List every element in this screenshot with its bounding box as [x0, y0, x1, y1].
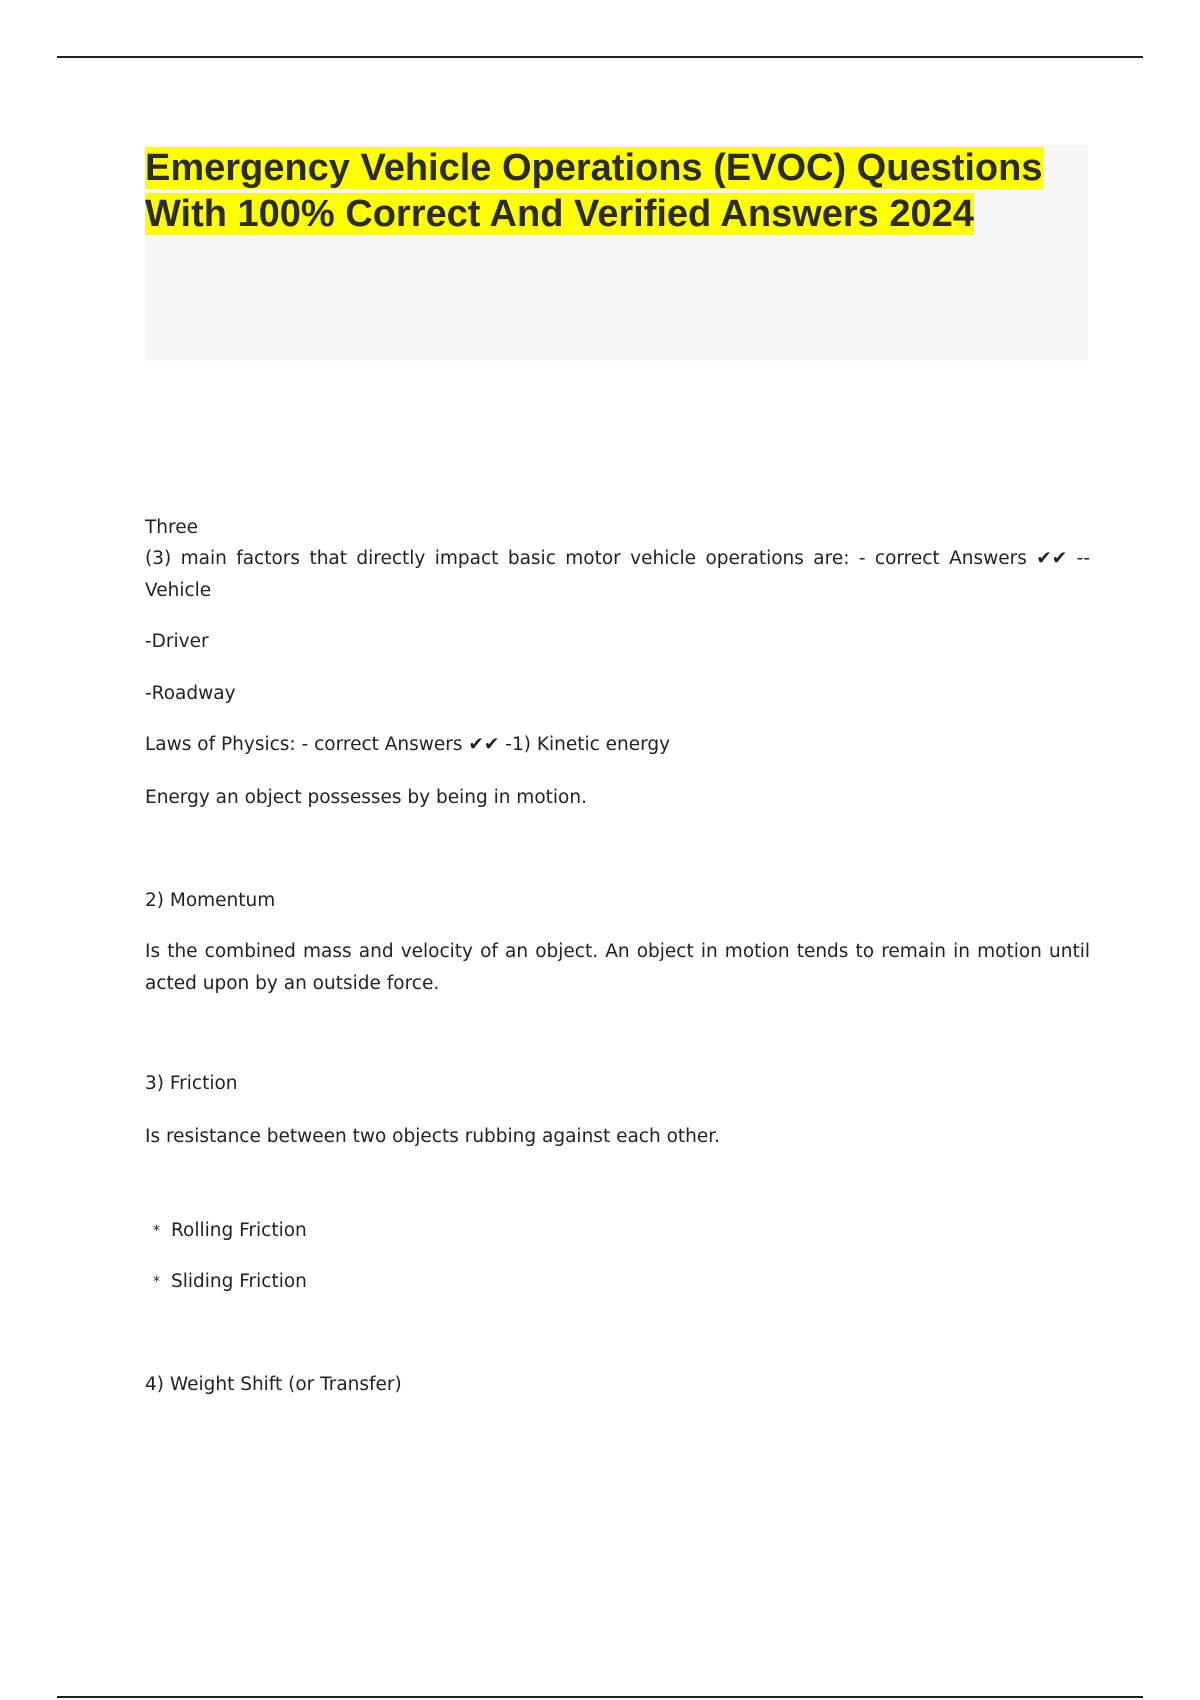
- footer-rule: [57, 1696, 1143, 1698]
- q1-answer-roadway: -Roadway: [145, 683, 236, 704]
- title-highlight: Emergency Vehicle Operations (EVOC) Questions With 100% Correct And Verified Answers 2024: [145, 147, 1043, 235]
- bullet-label: Sliding Friction: [171, 1271, 307, 1292]
- bullet-icon: *: [153, 1274, 160, 1290]
- friction-definition: Is resistance between two objects rubbing against each other.: [145, 1126, 721, 1147]
- q1-text: (3) main factors that directly impact basic motor vehicle operations are: - correct Answers ✔✔ --Vehicle: [145, 548, 1090, 601]
- momentum-heading: 2) Momentum: [145, 890, 276, 911]
- bullet-sliding-friction: [153, 1266, 1098, 1298]
- bullet-rolling-friction: [153, 1215, 1098, 1247]
- title-block: [145, 145, 1088, 361]
- header-rule: [57, 56, 1143, 58]
- weight-shift-heading: 4) Weight Shift (or Transfer): [145, 1374, 402, 1395]
- q2-text: Laws of Physics: - correct Answers ✔✔ -1) Kinetic energy: [145, 734, 671, 755]
- bullet-icon: *: [153, 1223, 160, 1239]
- kinetic-energy-definition: Energy an object possesses by being in motion.: [145, 787, 587, 808]
- q1-intro: Three: [145, 517, 198, 538]
- bullet-label: Rolling Friction: [171, 1220, 307, 1241]
- momentum-definition: Is the combined mass and velocity of an object. An object in motion tends to remain in motion until acted upon by an outside force.: [145, 941, 1090, 994]
- q1-answer-driver: -Driver: [145, 631, 209, 652]
- friction-heading: 3) Friction: [145, 1073, 238, 1094]
- document-title: [145, 145, 1088, 237]
